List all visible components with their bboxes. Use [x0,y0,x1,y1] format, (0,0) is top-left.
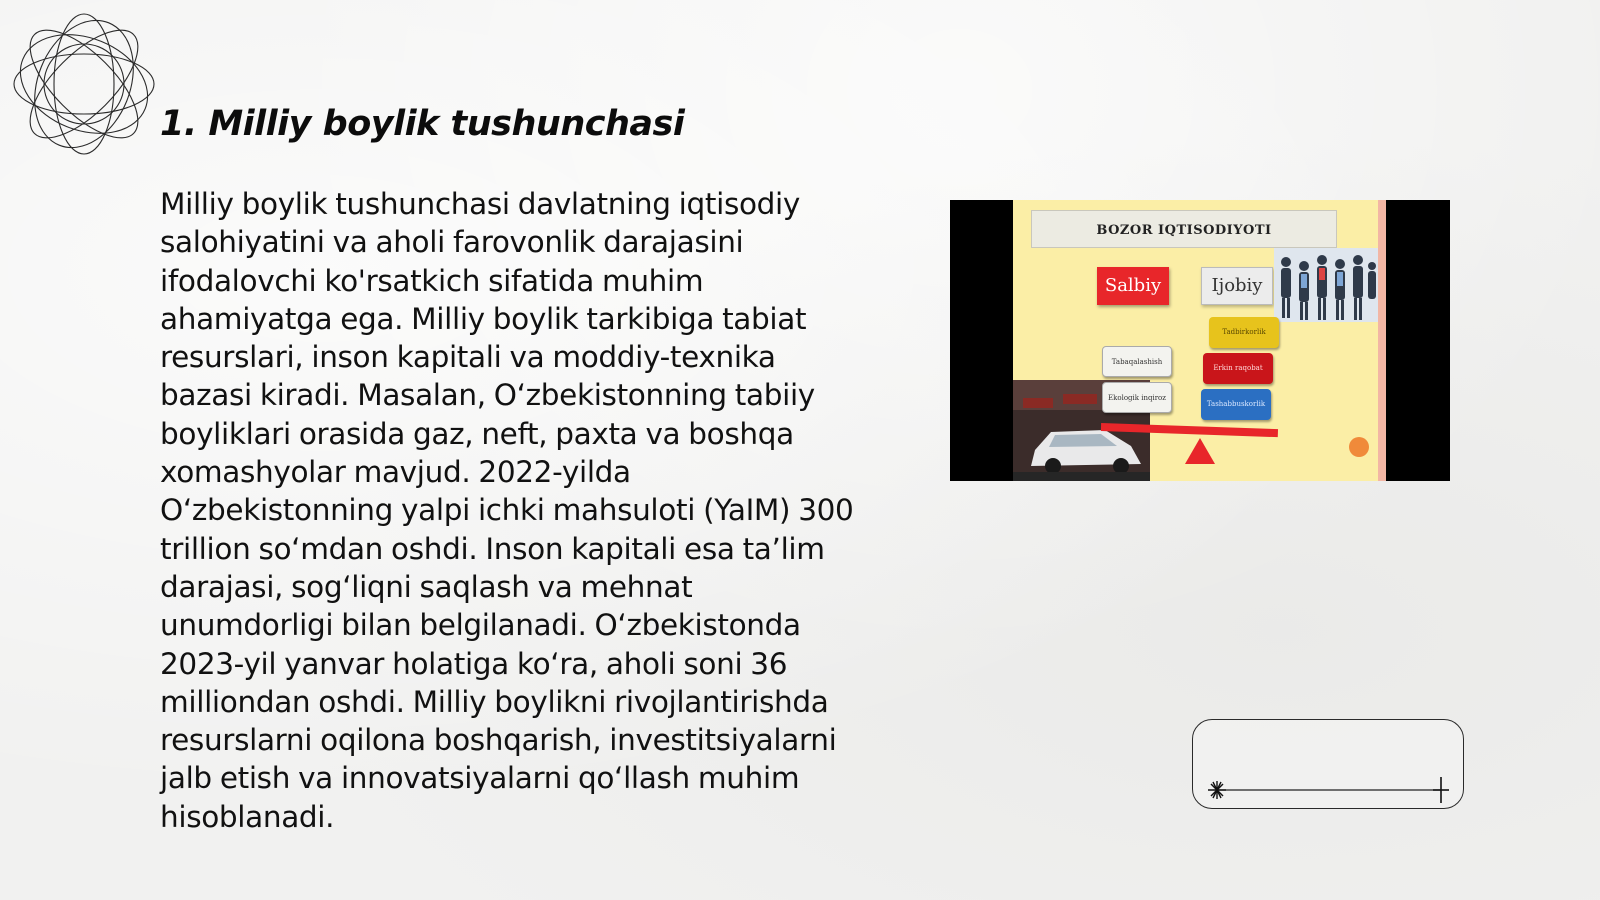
balance-fulcrum-icon [1185,438,1215,464]
chip-ekologik-inqiroz: Ekologik inqiroz [1102,382,1172,413]
decorative-card [1192,719,1464,809]
chip-tabaqalashish: Tabaqalashish [1102,346,1172,377]
card-line-art [1193,720,1465,810]
embedded-video-frame[interactable] [950,200,1450,481]
chip-tadbirkorlik: Tadbirkorlik [1209,317,1279,348]
orange-dot [1349,437,1369,457]
ijobiy-label: Ijobiy [1201,267,1273,305]
video-slide-heading: BOZOR IQTISODIYOTI [1031,210,1337,248]
slide-title: 1. Milliy boylik tushunchasi [160,104,685,144]
starburst-icon [1208,781,1226,799]
chip-tashabbuskorlik: Tashabbuskorlik [1201,389,1271,420]
sparkle-icon [1433,777,1449,803]
slide-body-text: Milliy boylik tushunchasi davlatning iqtisodiy salohiyatini va aholi farovonlik darajasini ifodalovchi ko'rsatkich sifatida muhim ahamiyatga ega. Milliy boylik tarkibiga tabiat resurslari, inson kapitali va moddiy-texnika bazasi kiradi. Masalan, O‘zbekistonning tabiiy boyliklari orasida gaz, neft, paxta va boshqa xomashyolar mavjud. 2022-yilda O‘zbekistonning yalpi ichki mahsuloti (YaIM) 300 trillion so‘mdan oshdi. Inson kapitali esa ta’lim darajasi, sog‘liqni saqlash va mehnat unumdorligi bilan belgilanadi. O‘zbekistonda 2023-yil yanvar holatiga ko‘ra, aholi soni 36 milliondan oshdi. Milliy boylikni rivojlantirishda resurslarni oqilona boshqarish, investitsiyalarni jalb etish va innovatsiyalarni qo‘llash muhim hisoblanadi. [160,187,854,834]
video-slide-image [1013,200,1386,481]
slide-edge-stripe [1378,200,1386,481]
salbiy-label: Salbiy [1097,267,1169,305]
chip-erkin-raqobat: Erkin raqobat [1203,353,1273,384]
orbital-rings-icon [10,10,158,158]
people-photo [1274,248,1378,322]
